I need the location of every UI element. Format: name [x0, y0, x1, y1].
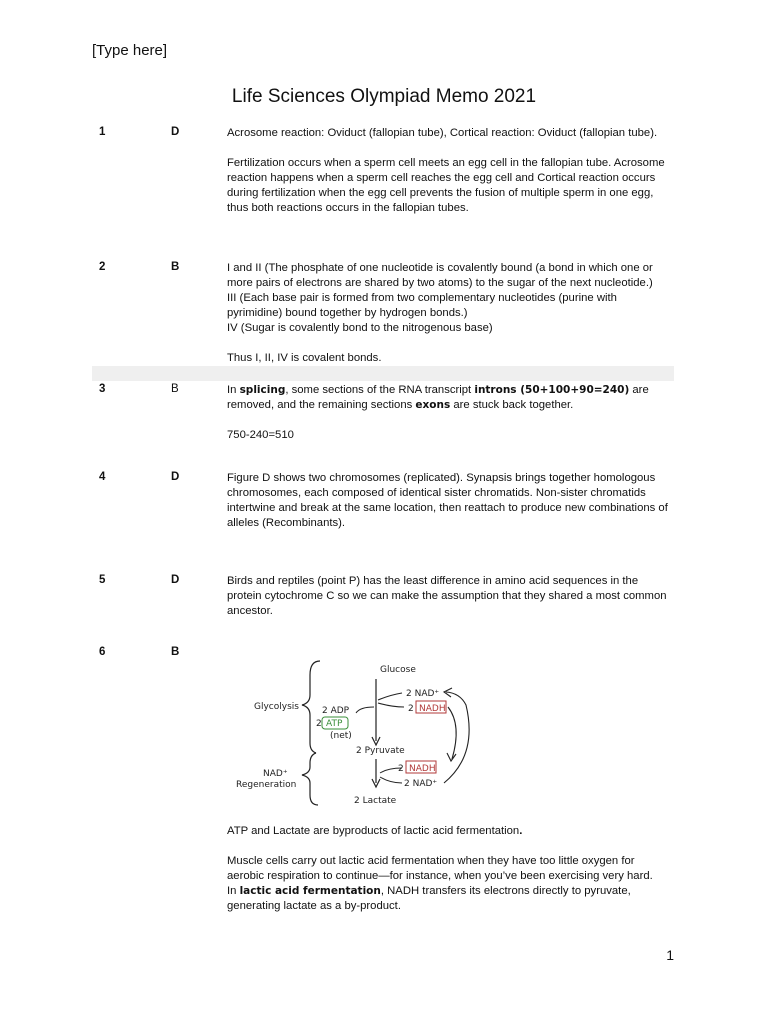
- text-run: , NADH transfers its electrons directly to pyruvate, generating lactate as a by-product.: [227, 885, 631, 912]
- question-explanation: [227, 824, 672, 884]
- net-label: (net): [330, 731, 352, 741]
- question-explanation: [227, 261, 672, 366]
- question-number: 3: [99, 383, 106, 395]
- nadh-bottom-label: NADH: [409, 764, 436, 774]
- question-number: 2: [99, 261, 106, 273]
- nadh-out-arrow: [378, 703, 404, 707]
- nad-regeneration-label: Regeneration: [236, 780, 297, 790]
- text-run: ATP and Lactate are byproducts of lactic acid fermentation: [227, 825, 520, 837]
- explanation-paragraph: Fertilization occurs when a sperm cell meets an egg cell in the fallopian tube. Acrosome reaction happens when a sperm cell reaches the egg cell and Cortical reaction occurs during fertilization when the egg cell prevents the fusion of multiple sperm in one egg, thus both reactions occurs in the fallopian tubes.: [227, 157, 665, 214]
- nadh-bottom-count: 2: [398, 764, 404, 774]
- question-explanation: [227, 126, 672, 216]
- pyruvate-label: 2 Pyruvate: [356, 746, 405, 756]
- atp-label: ATP: [326, 719, 343, 729]
- explanation-paragraph: [227, 261, 672, 336]
- shaded-separator: [92, 366, 674, 381]
- explanation-line: I and II (The phosphate of one nucleotide is covalently bound (a bond in which one or more pairs of electrons are shared by two atoms) to the sugar of the next nucleotide.): [227, 262, 653, 289]
- question-answer: B: [171, 383, 179, 395]
- term-exons: exons: [415, 399, 451, 411]
- glycolysis-label: Glycolysis: [254, 702, 299, 712]
- term-lactic-acid-fermentation: lactic acid fermentation: [239, 885, 381, 897]
- glucose-label: Glucose: [380, 665, 416, 675]
- question-answer: D: [171, 126, 180, 138]
- explanation-paragraph: Acrosome reaction: Oviduct (fallopian tube), Cortical reaction: Oviduct (fallopian tube).: [227, 127, 658, 139]
- page-number: 1: [666, 947, 674, 963]
- adp-arrow: [356, 707, 374, 713]
- explanation-line: IV (Sugar is covalently bond to the nitrogenous base): [227, 322, 493, 334]
- question-answer: B: [171, 646, 180, 658]
- text-run: , some sections of the RNA transcript: [285, 384, 475, 396]
- term-splicing: splicing: [239, 384, 286, 396]
- explanation-line: III (Each base pair is formed from two complementary nucleotides (purine with pyrimidine) bound together by hydrogen bonds.): [227, 292, 617, 319]
- lactate-label: 2 Lactate: [354, 796, 397, 806]
- question-number: 6: [99, 646, 106, 658]
- explanation-paragraph: [227, 383, 672, 413]
- atp-count: 2: [316, 719, 322, 729]
- explanation-conclusion: Thus I, II, IV is covalent bonds.: [227, 352, 382, 364]
- question-answer: B: [171, 261, 180, 273]
- text-run: .: [519, 825, 523, 837]
- text-run: are stuck back together.: [450, 399, 574, 411]
- explanation-calculation: 750-240=510: [227, 429, 294, 441]
- nad-regeneration-label: NAD⁺: [263, 769, 288, 779]
- nadh-recycle-arrow: [448, 707, 456, 759]
- nadh-top-count: 2: [408, 704, 414, 714]
- text-run: In: [227, 384, 240, 396]
- text-run: In: [227, 885, 240, 897]
- explanation-paragraph: [227, 824, 672, 839]
- lactic-fermentation-diagram: [230, 655, 480, 810]
- nad-bottom-label: 2 NAD⁺: [404, 779, 438, 789]
- question-explanation: [227, 471, 672, 531]
- regeneration-brace: [302, 753, 318, 805]
- nad-in-arrow: [378, 693, 402, 700]
- question-number: 4: [99, 471, 106, 483]
- question-explanation: [227, 884, 672, 914]
- question-explanation: [227, 383, 672, 443]
- question-number: 5: [99, 574, 106, 586]
- explanation-paragraph: [227, 884, 672, 914]
- question-answer: D: [171, 471, 180, 483]
- text-run: are removed, and the remaining sections: [227, 384, 649, 411]
- explanation-paragraph: Birds and reptiles (point P) has the least difference in amino acid sequences in the protein cytochrome C so we can make the assumption that they shared a most common ancestor.: [227, 575, 667, 617]
- question-explanation: [227, 574, 672, 619]
- question-number: 1: [99, 126, 106, 138]
- question-answer: D: [171, 574, 180, 586]
- arrowhead: [447, 753, 456, 761]
- document-title: Life Sciences Olympiad Memo 2021: [231, 86, 537, 107]
- glycolysis-brace: [302, 661, 320, 753]
- adp-label: 2 ADP: [322, 706, 350, 716]
- nad-top-label: 2 NAD⁺: [406, 689, 440, 699]
- nadh-top-label: NADH: [419, 704, 446, 714]
- term-introns: introns (50+100+90=240): [474, 384, 630, 396]
- nad-out-arrow: [380, 777, 402, 783]
- explanation-paragraph: Muscle cells carry out lactic acid fermentation when they have too little oxygen for aerobic respiration to continue—for instance, when you’ve been exercising very hard.: [227, 855, 653, 882]
- header-placeholder: [Type here]: [92, 42, 168, 59]
- explanation-paragraph: Figure D shows two chromosomes (replicated). Synapsis brings together homologous chromosomes, each composed of identical sister chromatids. Non-sister chromatids intertwine and break at the same location, then reattach to produce new combinations of alleles (Recombinants).: [227, 472, 668, 529]
